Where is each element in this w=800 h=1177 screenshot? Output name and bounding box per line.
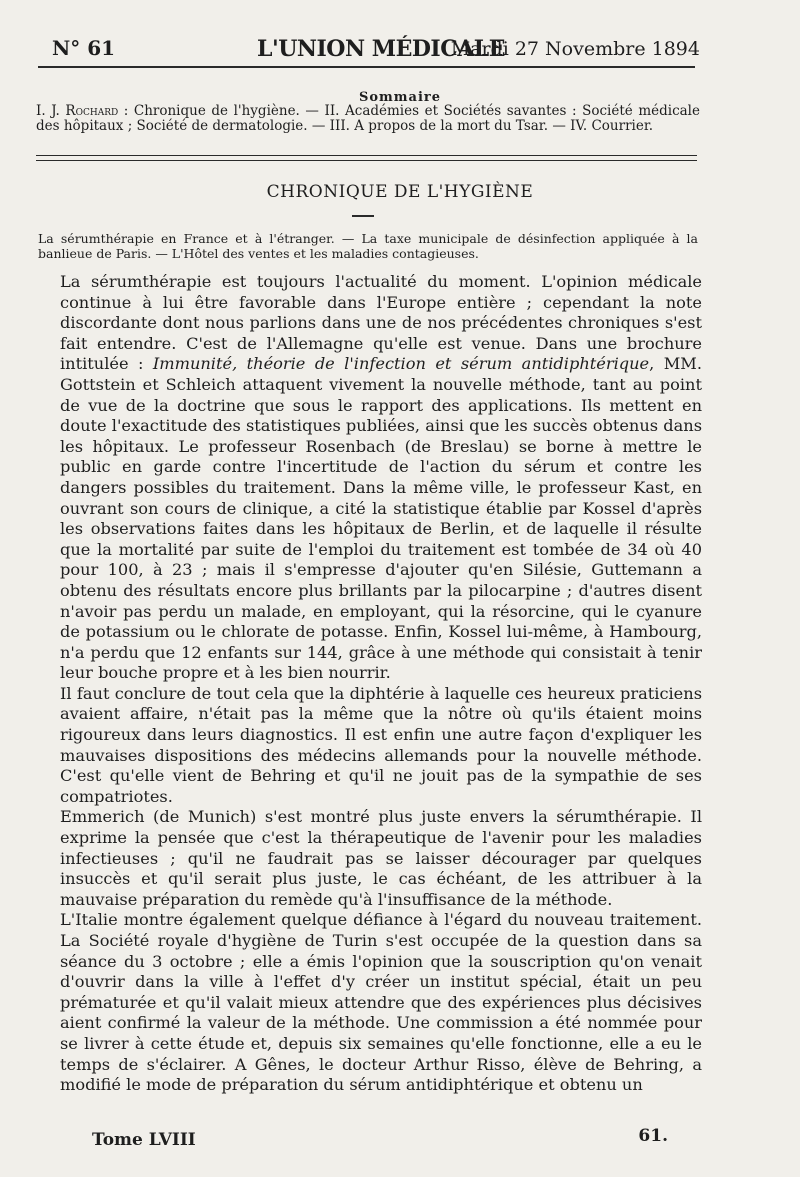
issue-number: N° 61 <box>52 36 116 60</box>
issue-date: Mardi 27 Novembre 1894 <box>450 38 700 60</box>
sommaire-author: I. J. Rochard <box>36 103 119 119</box>
paragraph-2: Il faut conclure de tout cela que la diphtérie à laquelle ces heureux praticiens avaient affaire, n'était pas la même que la nôtre où qu'ils étaient moins rigoureux dans leurs diagnostics. Il est enfin une autre façon d'expliquer les mauvaises dispositions des médecins allemands pour la nouvelle méthode. C'est qu'elle vient de Behring et qu'il ne jouit pas de la sympathie de ses compatriotes. <box>60 683 702 806</box>
journal-title: L'UNION MÉDICALE <box>257 36 506 62</box>
paragraph-1 <box>60 272 702 684</box>
header-rule <box>38 66 695 68</box>
page-number: 61. <box>638 1126 668 1146</box>
sommaire-double-rule <box>36 155 697 161</box>
sommaire-text: : Chronique de l'hygiène. — II. Académies et Sociétés savantes : Société médicale des hôpitaux ; Société de dermatologie. — III. A propos de la mort du Tsar. — IV. Courrier. <box>36 103 700 134</box>
paragraph-4: L'Italie montre également quelque défiance à l'égard du nouveau traitement. La Société royale d'hygiène de Turin s'est occupée de la question dans sa séance du 3 octobre ; elle a émis l'opinion que la souscription qu'on venait d'ouvrir dans la ville à l'effet d'y créer un institut spécial, était un peu prématurée et qu'il valait mieux attendre que des expériences plus décisives aient confirmé la valeur de la méthode. Une commission a été nommée pour se livrer à cette étude et, depuis six semaines qu'elle fonctionne, elle a eu le temps de s'éclairer. A Gênes, le docteur Arthur Risso, élève de Behring, a modifié le mode de préparation du sérum antidiphtérique et obtenu un <box>60 910 702 1095</box>
tome-label: Tome LVIII <box>92 1130 196 1150</box>
paragraph-3: Emmerich (de Munich) s'est montré plus juste envers la sérumthérapie. Il exprime la pensée que c'est la thérapeutique de l'avenir pour les maladies infectieuses ; qu'il ne faudrait pas se laisser décourager par quelques insuccès et qu'il serait plus juste, le cas échéant, de les attribuer à la mauvaise préparation du remède qu'à l'insuffisance de la méthode. <box>60 807 702 909</box>
sommaire-contents <box>36 104 700 134</box>
article-body <box>60 272 702 1096</box>
chapter-title: CHRONIQUE DE L'HYGIÈNE <box>266 182 534 202</box>
sommaire-title: Sommaire <box>358 90 442 105</box>
paragraph-1-start: La sérumthérapie est toujours l'actualité du moment. L'opinion médicale continue à lui être favorable dans l'Europe entière ; cependant la note discordante dont nous parlions dans une de nos précédentes chroniques s'est fait entendre. C'est de l'Allemagne qu'elle est venue. Dans une brochure intitulée : <box>60 272 702 374</box>
chapter-subheading: La sérumthérapie en France et à l'étranger. — La taxe municipale de désinfection appliquée à la banlieue de Paris. — L'Hôtel des ventes et les maladies contagieuses. <box>38 231 698 261</box>
title-ornament-rule <box>352 215 374 217</box>
running-head <box>52 36 700 66</box>
brochure-title: Immunité, théorie de l'infection et sérum antidiphtérique <box>152 354 650 374</box>
paragraph-1-rest: , MM. Gottstein et Schleich attaquent vivement la nouvelle méthode, tant au point de vue de la doctrine que sous le rapport des applications. Ils mettent en doute l'exactitude des statistiques publiées, ainsi que les succès obtenus dans les hôpitaux. Le professeur Rosenbach (de Breslau) se borne à mettre le public en garde contre l'incertitude de l'action du sérum et contre les dangers possibles du traitement. Dans la même ville, le professeur Kast, en ouvrant son cours de clinique, a cité la statistique établie par Kossel d'après les observations faites dans les hôpitaux de Berlin, et de laquelle il résulte que la mortalité par suite de l'emploi du traitement est tombée de 34 où 40 pour 100, à 23 ; mais il s'empresse d'ajouter qu'en Silésie, Guttemann a obtenu des résultats encore plus brillants par la pilocarpine ; d'autres disent n'avoir pas perdu un malade, en employant, qui la résorcine, qui le cyanure de potassium ou le chlorate de potasse. Enfin, Kossel lui-même, à Hambourg, n'a perdu que 12 enfants sur 144, grâce à une méthode qui consistait à tenir leur bouche propre et à les bien nourrir. <box>60 354 702 683</box>
